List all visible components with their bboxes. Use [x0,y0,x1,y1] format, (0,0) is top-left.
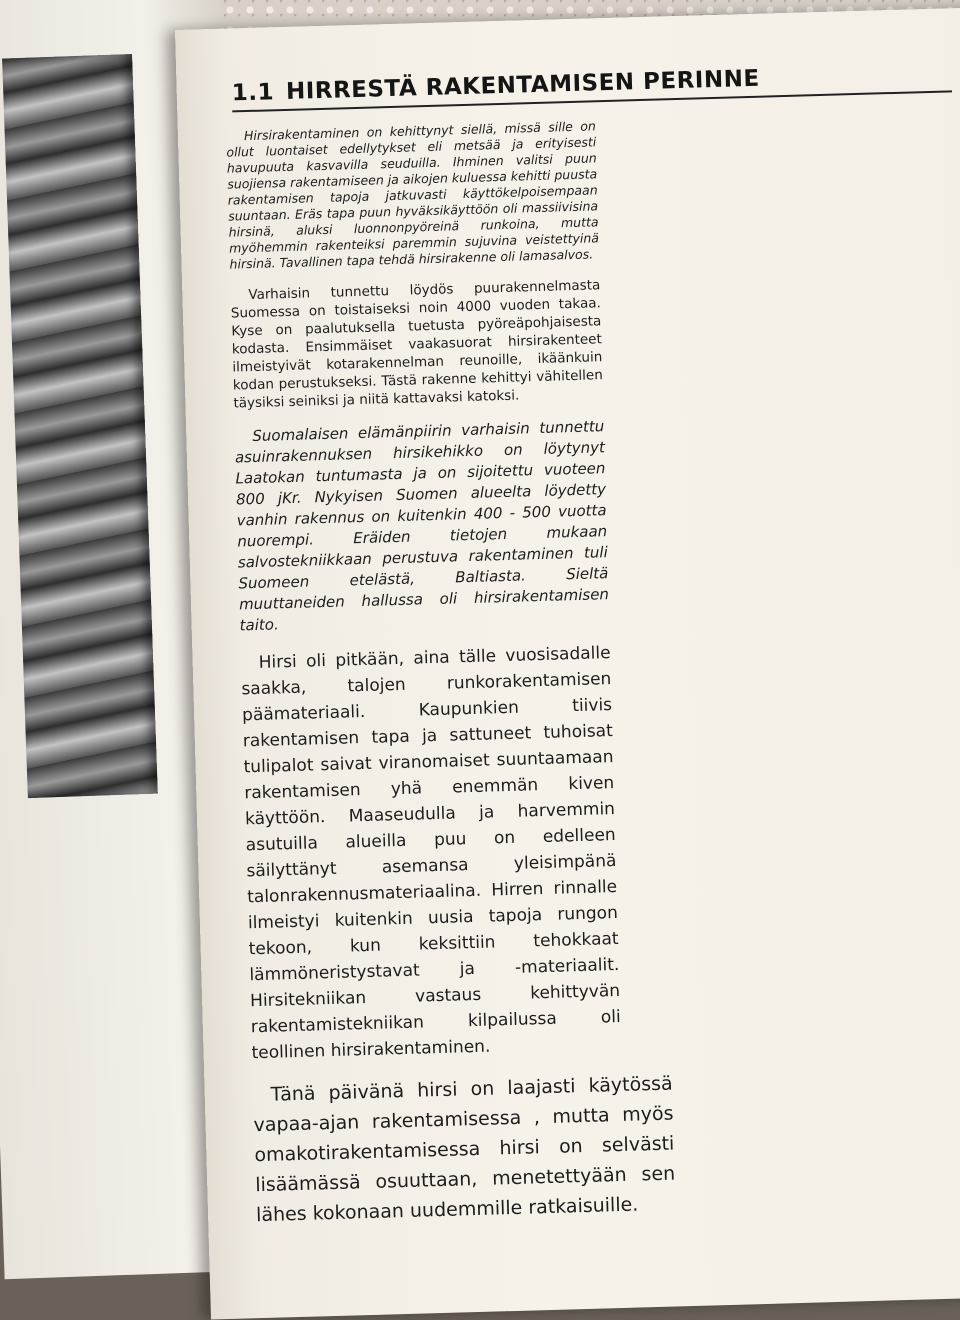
book-page [175,7,960,1320]
section-heading [231,60,952,112]
body-text [226,118,676,1244]
paragraph-1: Hirsirakentaminen on kehittynyt siellä, missä sille on ollut luontaiset edellytykset eli metsää ja erityisesti havupuuta kasvavilla seuduilla. Ihminen valitsi puun suojiensa rakentamiseen ja aikojen kuluessa kehitti puusta rakentamisen tapoja jatkuvasti käyttökelpoisempaan suuntaan. Eräs tapa puun hyväksikäyttöön oli massiivisina hirsinä, aluksi luonnonpyöreinä runkoina, mutta myöhemmin rakenteiksi paremmin sujuvina veistettyinä hirsinä. Tavallinen tapa tehdä hirsirakenne oli lamasalvos. [226,118,600,272]
paragraph-4: Hirsi oli pitkään, aina tälle vuosisadalle saakka, talojen runkorakentamisen päämateriaali. Kaupunkien tiivis rakentamisen tapa ja sattuneet tuhoisat tulipalot saivat viranomaiset suuntaamaan rakentamisen yhä enemmän kiven käyttöön. Maaseudulla ja harvemmin asutuilla alueilla puu on edelleen säilyttänyt asemansa yleisimpänä talonrakennusmateriaalina. Hirren rinnalle ilmeistyi kuitenkin uusia tapoja rungon tekoon, kun keksittiin tehokkaat lämmöneristystavat ja -materiaalit. Hirsitekniikan vastaus kehittyvän rakentamistekniikan kilpailussa oli teollinen hirsirakentaminen. [241,643,622,1064]
paragraph-2: Varhaisin tunnettu löydös puurakennelmasta Suomessa on toistaiseksi noin 4000 vuoden takaa. Kyse on paalutuksella tuetusta pyöreäpohjaisesta kodasta. Ensimmäiset vaakasuorat hirsirakenteet ilmeistyivät kotarakennelman reunoille, ikäänkuin kodan perustukseksi. Tästä rakenne kehittyi vähitellen täysiksi seiniksi ja niitä kattavaksi katoksi. [230,277,604,412]
section-number: 1.1 [231,79,275,107]
paragraph-5: Tänä päivänä hirsi on laajasti käytössä vapaa-ajan rakentamisessa , mutta myös omakotirakentamisessa hirsi on selvästi lisäämässä osuuttaan, menetettyään sen lähes kokonaan uudemmille ratkaisuille. [253,1072,676,1227]
log-wall-photo [2,54,158,798]
section-title: HIRRESTÄ RAKENTAMISEN PERINNE [285,65,760,105]
paragraph-3: Suomalaisen elämänpiirin varhaisin tunnettu asuinrakennuksen hirsikehikko on löytynyt Laatokan tuntumasta ja on sijoitettu vuoteen 800 jKr. Nykyisen Suomen alueelta löydetty vanhin rakennus on kuitenkin 400 - 500 vuotta nuorempi. Eräiden tietojen mukaan salvostekniikkaan perustuva rakentaminen tuli Suomeen etelästä, Baltiasta. Sieltä muuttaneiden hallussa oli hirsirakentamisen taito. [234,417,610,635]
